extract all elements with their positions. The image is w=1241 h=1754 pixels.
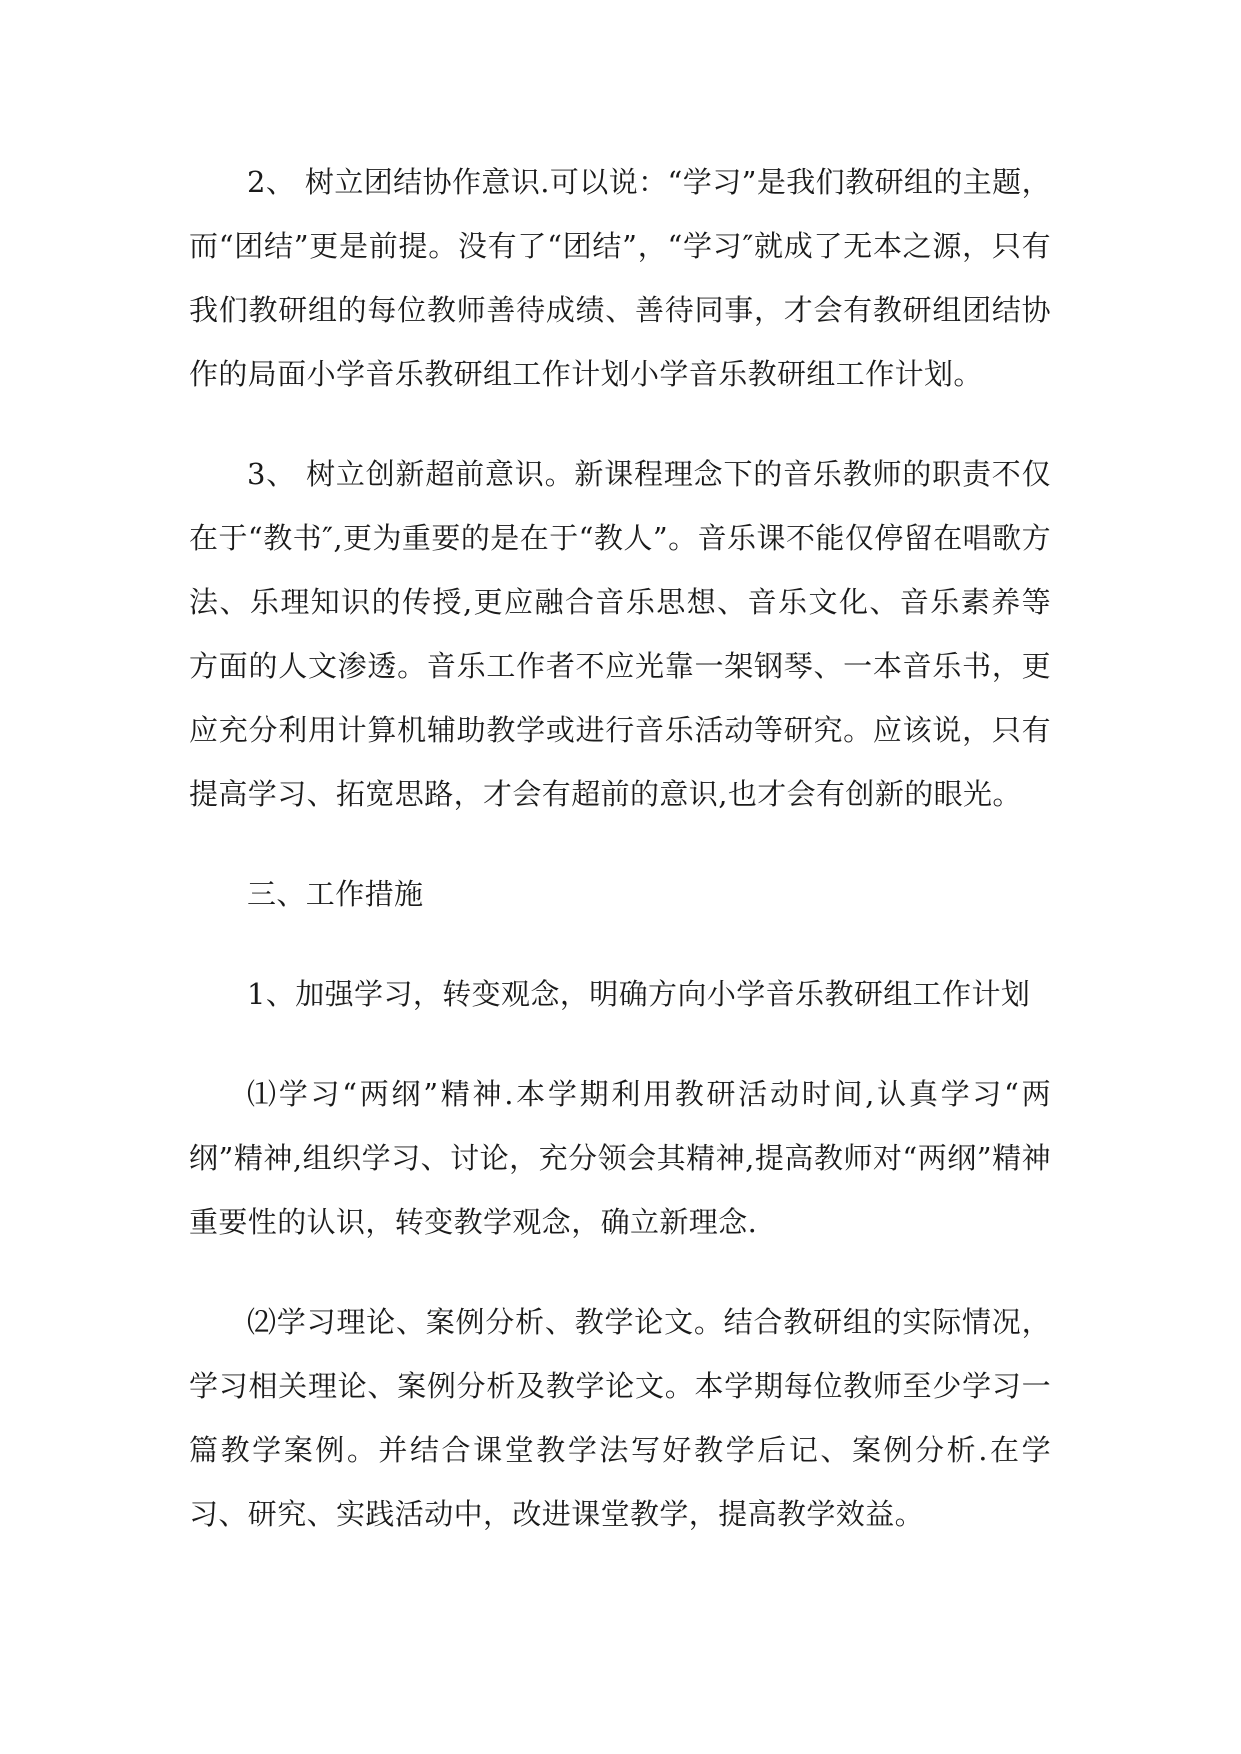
- paragraph-innovation: 3、 树立创新超前意识。新课程理念下的音乐教师的职责不仅在于“教书″,更为重要的是在于“教人”。音乐课不能仅停留在唱歌方法、乐理知识的传授,更应融合音乐思想、音乐文化、音乐素养等方面的人文渗透。音乐工作者不应光靠一架钢琴、一本音乐书，更应充分利用计算机辅助教学或进行音乐活动等研究。应该说，只有提高学习、拓宽思路，才会有超前的意识,也才会有创新的眼光。: [189, 457, 1051, 811]
- paragraph-theory-cases: ⑵学习理论、案例分析、教学论文。结合教研组的实际情况，学习相关理论、案例分析及教学论文。本学期每位教师至少学习一篇教学案例。并结合课堂教学法写好教学后记、案例分析.在学习、研究、实践活动中，改进课堂教学，提高教学效益。: [189, 1305, 1051, 1531]
- document-body: [189, 150, 1051, 1546]
- section-heading-measures: 三、工作措施: [247, 877, 424, 911]
- paragraph-unity: 2、 树立团结协作意识.可以说：“学习”是我们教研组的主题，而“团结”更是前提。没有了“团结”，“学习″就成了无本之源，只有我们教研组的每位教师善待成绩、善待同事，才会有教研组团结协作的局面小学音乐教研组工作计划小学音乐教研组工作计划。: [189, 165, 1051, 391]
- paragraph-gap: [189, 926, 1051, 962]
- paragraph-gap: [189, 406, 1051, 442]
- paragraph-two-outlines: ⑴学习“两纲”精神.本学期利用教研活动时间,认真学习“两纲”精神,组织学习、讨论，充分领会其精神,提高教师对“两纲”精神重要性的认识，转变教学观念，确立新理念.: [189, 1077, 1051, 1239]
- paragraph-gap: [189, 826, 1051, 862]
- subheading-study: 1、加强学习，转变观念，明确方向小学音乐教研组工作计划: [247, 977, 1031, 1011]
- paragraph-gap: [189, 1254, 1051, 1290]
- paragraph-gap: [189, 1026, 1051, 1062]
